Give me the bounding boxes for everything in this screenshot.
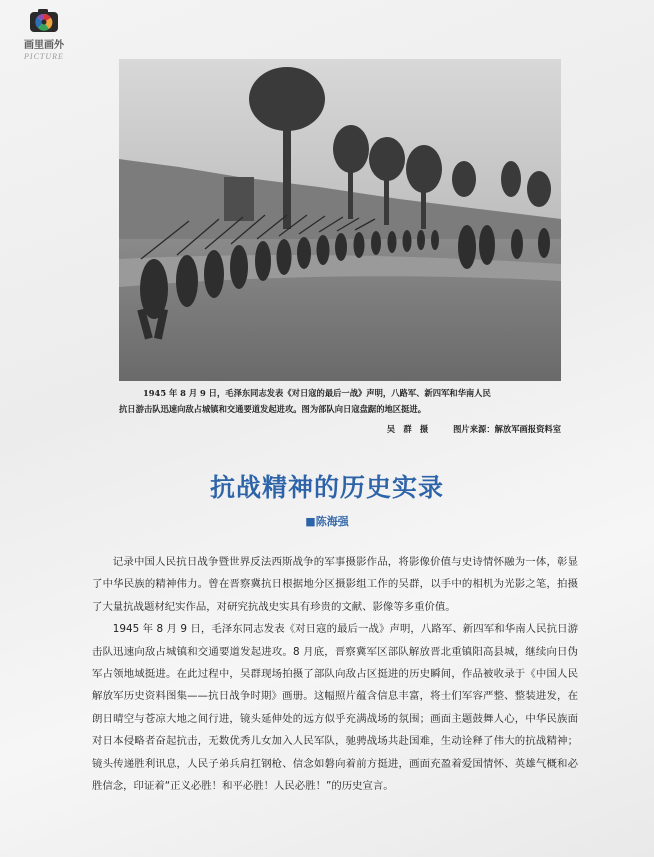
brand-logo <box>14 8 74 62</box>
caption-line: 1945 年 8 月 9 日，毛泽东同志发表《对日寇的最后一战》声明，八路军、新四军和华南人民 <box>143 388 491 398</box>
caption-line: 抗日游击队迅速向敌占城镇和交通要道发起进攻。图为部队向日寇盘踞的地区挺进。 <box>119 404 426 414</box>
article-paragraph: 1945 年 8 月 9 日，毛泽东同志发表《对日寇的最后一战》声明，八路军、新四军和华南人民抗日游击队迅速向敌占城镇和交通要道发起进攻。8 月底，晋察冀军区部队解放晋北重镇阳高县城，继续向日伪军占领地域挺进。在此过程中，吴群现场拍摄了部队向敌占区挺进的历史瞬间，作品被收录于《中国人民解放军历史资料图集——抗日战争时期》画册。这幅照片蕴含信息丰富，将士们军容严整、整装进发，在朗日晴空与苍凉大地之间行进，镜头延伸处的远方似乎充满战场的氛围；画面主题鼓舞人心，中华民族面对日本侵略者奋起抗击，无数优秀儿女加入人民军队，驰骋战场共赴国难，生动诠释了伟大的抗战精神；镜头传递胜利讯息，人民子弟兵肩扛钢枪、信念如磐向着前方挺进，画面充盈着爱国情怀、英雄气概和必胜信念，印证着“正义必胜！和平必胜！人民必胜！”的历史宣言。 <box>92 623 578 793</box>
historical-photo <box>119 59 561 381</box>
photo-source: 图片来源：解放军画报资料室 <box>453 424 561 434</box>
photographer: 吴 群 摄 <box>386 424 429 434</box>
article-title: 抗战精神的历史实录 <box>209 473 444 502</box>
article-author: ■陈海强 <box>305 515 349 528</box>
photo-credit <box>365 423 561 435</box>
photo-caption <box>119 385 561 417</box>
article-body <box>92 551 578 797</box>
brand-name-cn: 画里画外 <box>24 40 64 51</box>
camera-aperture-icon <box>29 8 59 34</box>
brand-name-en: PICTURE <box>24 52 64 61</box>
article-paragraph: 记录中国人民抗日战争暨世界反法西斯战争的军事摄影作品，将影像价值与史诗情怀融为一体，彰显了中华民族的精神伟力。曾在晋察冀抗日根据地分区摄影组工作的吴群，以手中的相机为光影之笔，拍摄了大量抗战题材纪实作品，对研究抗战史实具有珍贵的文献、影像等多重价值。 <box>92 556 578 613</box>
